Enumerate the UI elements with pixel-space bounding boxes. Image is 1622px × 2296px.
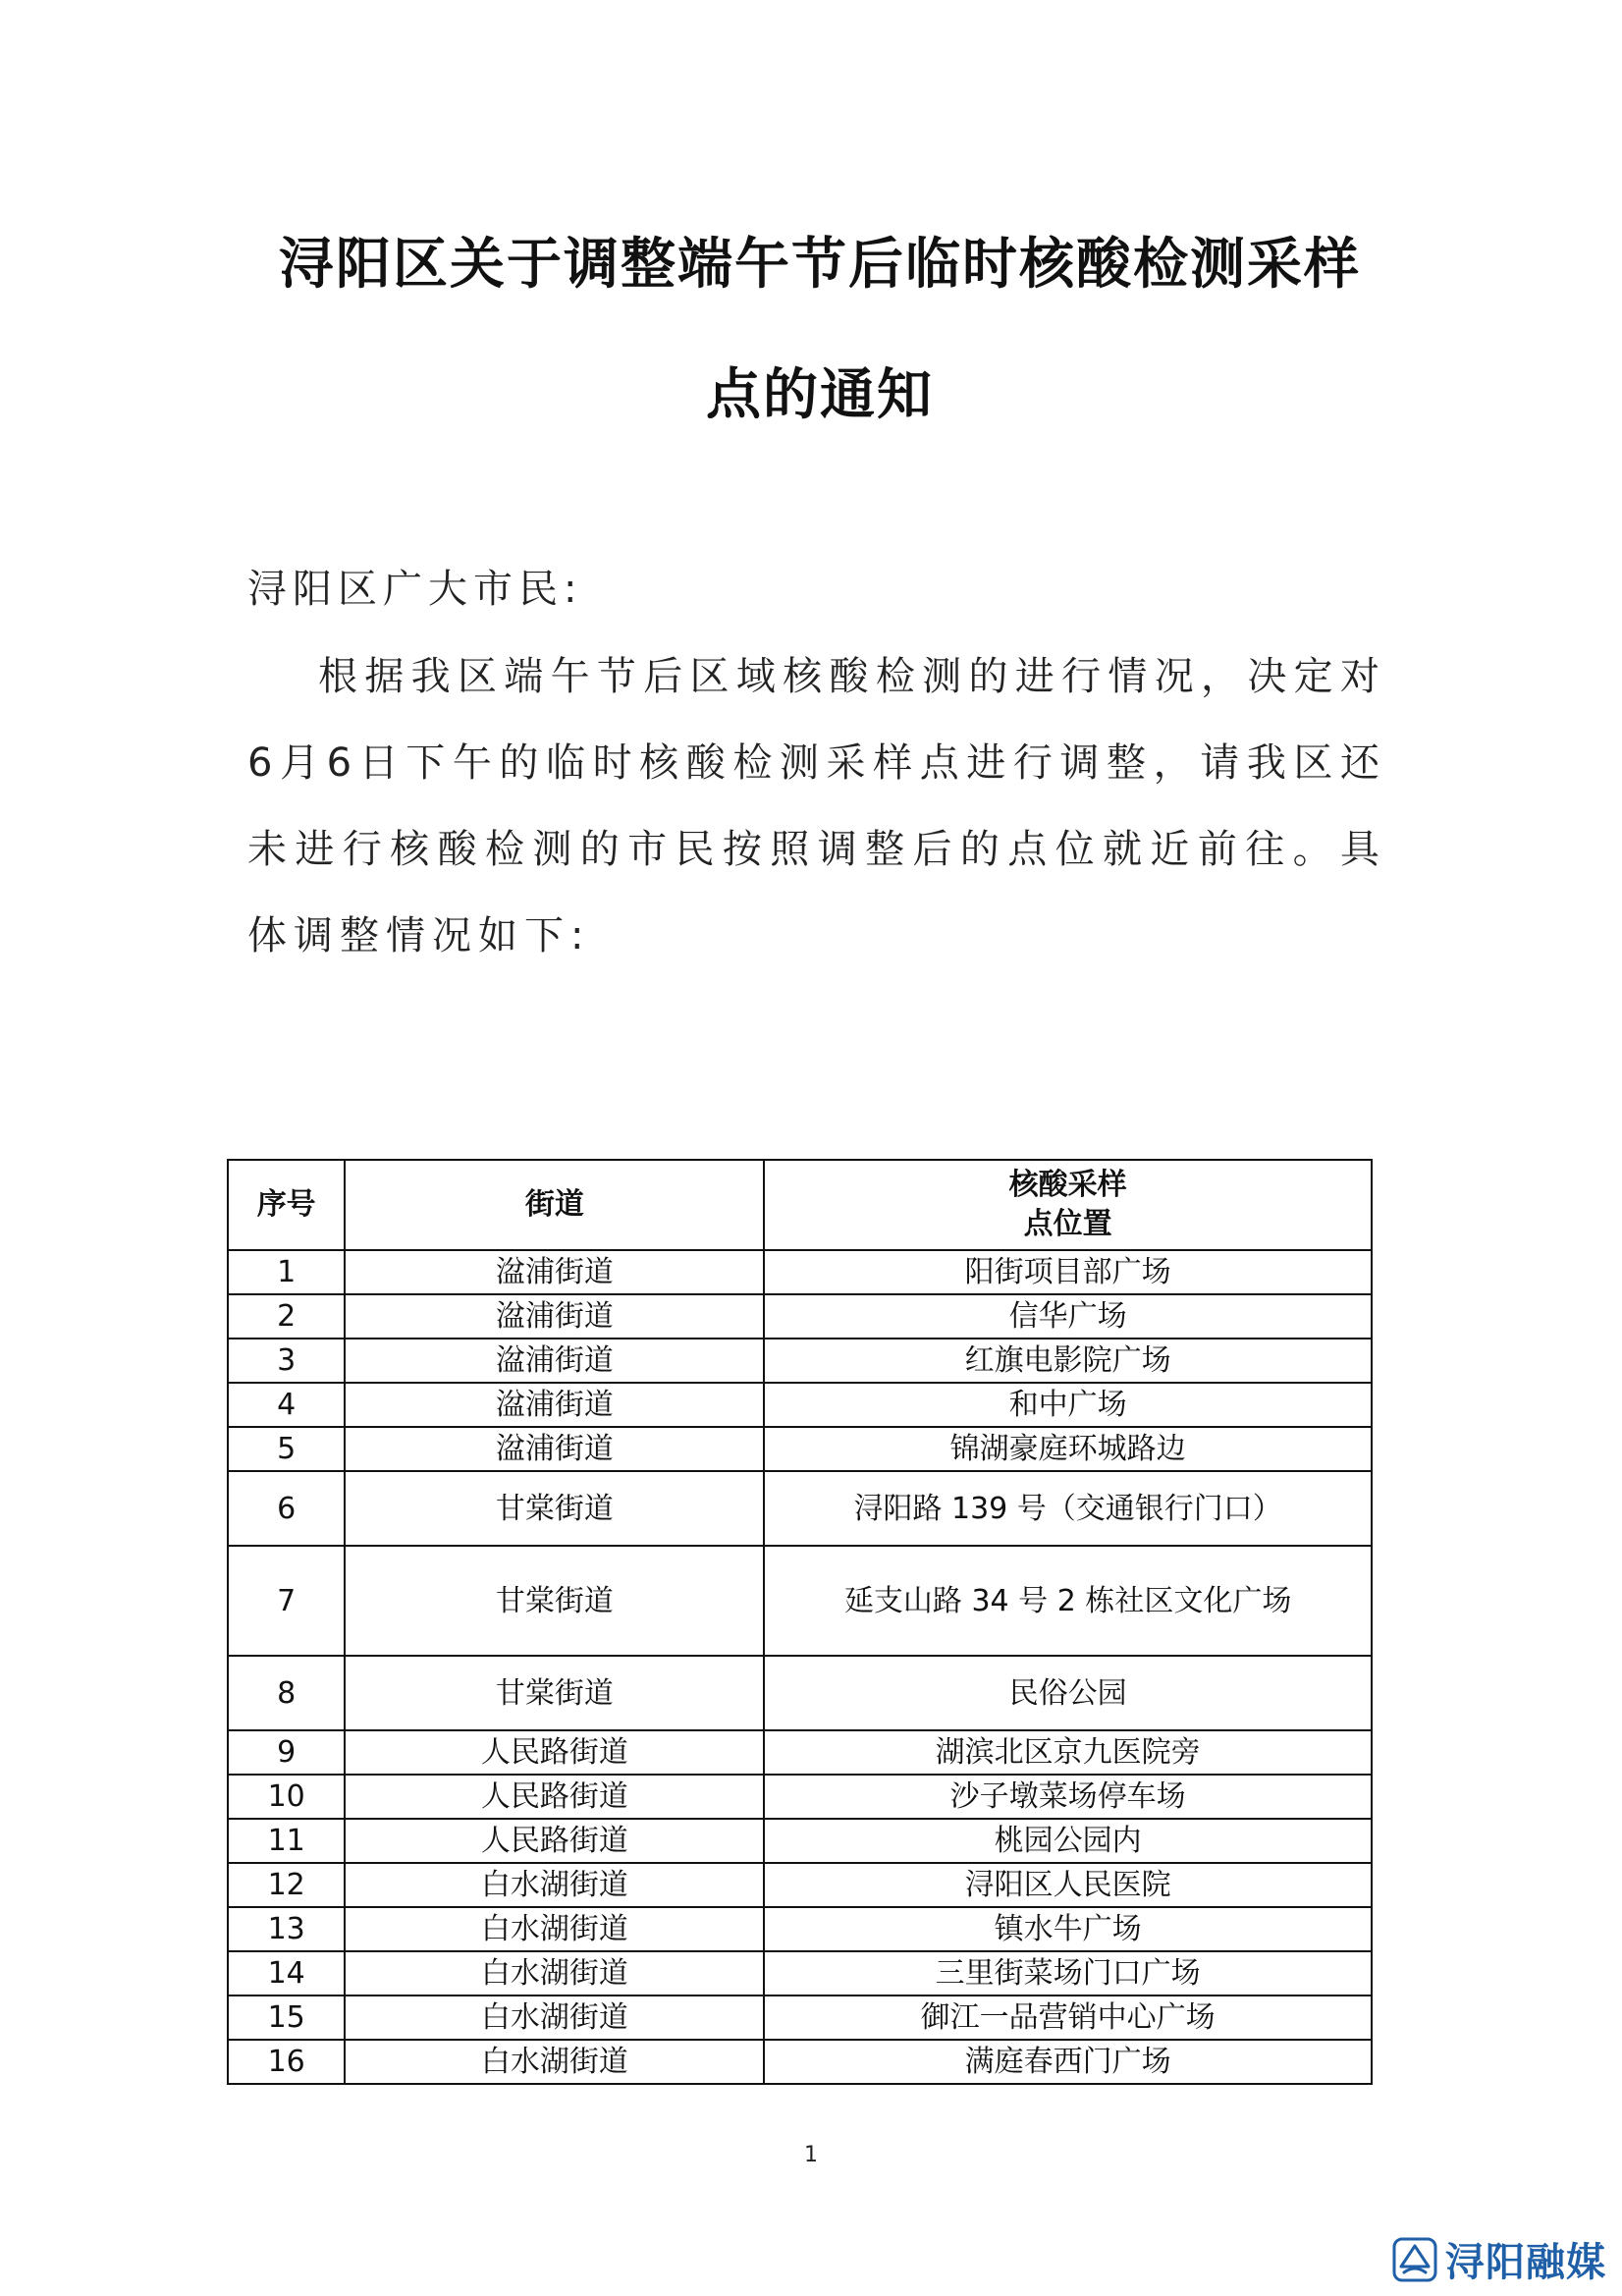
- watermark: [1392, 2231, 1606, 2287]
- document-title-line-1: 浔阳区关于调整端午节后临时核酸检测采样: [279, 233, 1361, 297]
- cell-street: 白水湖街道: [345, 2040, 764, 2084]
- cell-street: 甘棠街道: [345, 1656, 764, 1730]
- cell-street: 甘棠街道: [345, 1471, 764, 1546]
- table-row: [228, 1951, 1372, 1995]
- cell-site: 浔阳路 139 号（交通银行门口）: [764, 1471, 1372, 1546]
- cell-street: 白水湖街道: [345, 1907, 764, 1951]
- cell-no: 10: [228, 1775, 345, 1819]
- table-row: [228, 1730, 1372, 1775]
- cell-site: 三里街菜场门口广场: [764, 1951, 1372, 1995]
- cell-site: 浔阳区人民医院: [764, 1863, 1372, 1907]
- cell-no: 9: [228, 1730, 345, 1775]
- cell-site: 延支山路 34 号 2 栋社区文化广场: [764, 1546, 1372, 1656]
- header-site-line-1: 核酸采样: [1008, 1168, 1127, 1202]
- cell-site: 湖滨北区京九医院旁: [764, 1730, 1372, 1775]
- cell-no: 14: [228, 1951, 345, 1995]
- page-number: 1: [804, 2143, 818, 2167]
- table-row: [228, 1819, 1372, 1863]
- table-row: [228, 1383, 1372, 1427]
- header-site-line-2: 点位置: [1023, 1207, 1112, 1241]
- document-title-line-2: 点的通知: [706, 363, 934, 427]
- cell-street: 湓浦街道: [345, 1339, 764, 1383]
- cell-site: 满庭春西门广场: [764, 2040, 1372, 2084]
- cell-no: 11: [228, 1819, 345, 1863]
- cell-no: 3: [228, 1339, 345, 1383]
- cell-street: 湓浦街道: [345, 1294, 764, 1339]
- cell-site: 镇水牛广场: [764, 1907, 1372, 1951]
- cell-no: 4: [228, 1383, 345, 1427]
- cell-site: 御江一品营销中心广场: [764, 1995, 1372, 2040]
- cell-site: 阳街项目部广场: [764, 1250, 1372, 1294]
- cell-no: 8: [228, 1656, 345, 1730]
- table-row: [228, 1294, 1372, 1339]
- table-header-row: [228, 1160, 1372, 1250]
- table-row: [228, 1339, 1372, 1383]
- cell-street: 白水湖街道: [345, 1951, 764, 1995]
- cell-no: 7: [228, 1546, 345, 1656]
- sampling-sites-table: [227, 1159, 1373, 2085]
- cell-no: 15: [228, 1995, 345, 2040]
- cell-street: 湓浦街道: [345, 1250, 764, 1294]
- table-row: [228, 1907, 1372, 1951]
- cell-no: 5: [228, 1427, 345, 1471]
- body-paragraph: 根据我区端午节后区域核酸检测的进行情况，决定对6月6日下午的临时核酸检测采样点进行调整，请我区还未进行核酸检测的市民按照调整后的点位就近前往。具体调整情况如下:: [247, 654, 1386, 958]
- cell-no: 13: [228, 1907, 345, 1951]
- cell-street: 人民路街道: [345, 1730, 764, 1775]
- cell-no: 16: [228, 2040, 345, 2084]
- cell-site: 民俗公园: [764, 1656, 1372, 1730]
- cell-site: 桃园公园内: [764, 1819, 1372, 1863]
- cell-site: 和中广场: [764, 1383, 1372, 1427]
- header-no: 序号: [228, 1160, 345, 1250]
- table-row: [228, 1995, 1372, 2040]
- cell-site: 锦湖豪庭环城路边: [764, 1427, 1372, 1471]
- cell-site: 信华广场: [764, 1294, 1372, 1339]
- table-row: [228, 1656, 1372, 1730]
- table-row: [228, 1546, 1372, 1656]
- table-row: [228, 1775, 1372, 1819]
- salutation: 浔阳区广大市民:: [247, 567, 583, 612]
- table-row: [228, 1863, 1372, 1907]
- cell-no: 1: [228, 1250, 345, 1294]
- cell-street: 白水湖街道: [345, 1995, 764, 2040]
- header-street: 街道: [345, 1160, 764, 1250]
- cell-site: 红旗电影院广场: [764, 1339, 1372, 1383]
- cell-street: 甘棠街道: [345, 1546, 764, 1656]
- cell-street: 人民路街道: [345, 1775, 764, 1819]
- header-site: [764, 1160, 1372, 1250]
- cell-no: 12: [228, 1863, 345, 1907]
- watermark-logo-icon: [1392, 2237, 1437, 2282]
- cell-street: 人民路街道: [345, 1819, 764, 1863]
- cell-street: 白水湖街道: [345, 1863, 764, 1907]
- cell-no: 6: [228, 1471, 345, 1546]
- table-row: [228, 1471, 1372, 1546]
- table-row: [228, 2040, 1372, 2084]
- cell-street: 湓浦街道: [345, 1383, 764, 1427]
- watermark-text: 浔阳融媒: [1445, 2240, 1606, 2285]
- cell-no: 2: [228, 1294, 345, 1339]
- cell-street: 湓浦街道: [345, 1427, 764, 1471]
- table-row: [228, 1250, 1372, 1294]
- table-row: [228, 1427, 1372, 1471]
- cell-site: 沙子墩菜场停车场: [764, 1775, 1372, 1819]
